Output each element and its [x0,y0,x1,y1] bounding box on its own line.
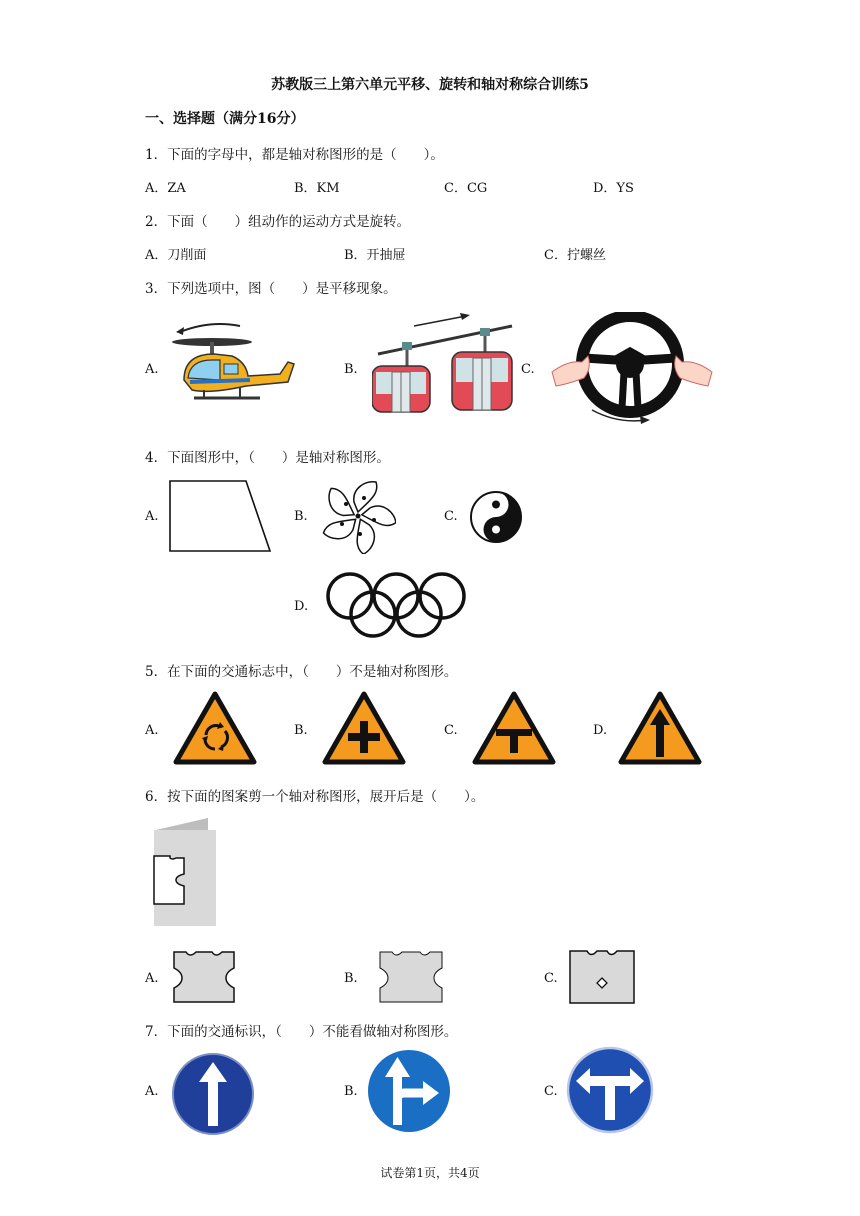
question-1: 1．下面的字母中，都是轴对称图形的是（ ）。 [145,147,444,163]
unfolded-shape-a [170,948,238,1006]
q1-option-c[interactable]: C．CG [444,181,488,196]
q5-option-d[interactable]: D. [593,723,608,738]
q1-option-d[interactable]: D．YS [593,181,634,196]
question-7: 7．下面的交通标识，（ ）不能看做轴对称图形。 [145,1024,458,1040]
q6-option-c[interactable]: C. [544,971,558,986]
q2-option-a[interactable]: A．刀削面 [145,248,207,263]
left-or-right-sign [566,1046,654,1134]
helicopter-image [170,318,300,414]
question-5: 5．在下面的交通标志中，（ ）不是轴对称图形。 [145,664,458,680]
crossroads-sign [322,691,406,765]
q4-option-a[interactable]: A. [145,509,159,524]
q2-option-c[interactable]: C．拧螺丝 [544,248,606,263]
q4-option-d[interactable]: D. [294,599,309,614]
q6-option-b[interactable]: B. [344,971,358,986]
question-4: 4．下面图形中，（ ）是轴对称图形。 [145,450,390,466]
cable-car-image [372,312,518,416]
q1-option-a[interactable]: A．ZA [145,181,186,196]
q2-option-b[interactable]: B．开抽屉 [344,248,406,263]
q6-option-a[interactable]: A. [145,971,159,986]
q4-option-c[interactable]: C. [444,509,458,524]
bauhinia-flower-shape [320,478,396,554]
unfolded-shape-c [567,948,637,1006]
question-6: 6．按下面的图案剪一个轴对称图形，展开后是（ ）。 [145,789,485,805]
page-title: 苏教版三上第六单元平移、旋转和轴对称综合训练5 [271,77,589,93]
q5-option-a[interactable]: A. [145,723,159,738]
q7-option-a[interactable]: A. [145,1084,159,1099]
q3-option-b[interactable]: B. [344,362,358,377]
steering-wheel-image [548,312,716,430]
q7-option-b[interactable]: B. [344,1084,358,1099]
folded-paper-image [150,818,218,928]
straight-or-right-sign [366,1048,452,1134]
section-heading: 一、选择题（满分16分） [145,111,305,127]
trapezoid-shape [168,479,272,553]
q7-option-c[interactable]: C. [544,1084,558,1099]
roundabout-sign [173,691,257,765]
q3-option-c[interactable]: C. [521,362,535,377]
yin-yang-shape [468,489,524,545]
q5-option-c[interactable]: C. [444,723,458,738]
t-junction-sign [472,691,556,765]
q5-option-b[interactable]: B. [294,723,308,738]
question-2: 2．下面（ ）组动作的运动方式是旋转。 [145,214,411,230]
page-footer: 试卷第1页，共4页 [380,1166,480,1180]
q3-option-a[interactable]: A. [145,362,159,377]
unfolded-shape-b [376,948,446,1006]
straight-ahead-sign [618,691,702,765]
straight-only-sign [170,1052,256,1136]
question-3: 3．下列选项中，图（ ）是平移现象。 [145,281,397,297]
q1-option-b[interactable]: B．KM [294,181,340,196]
q4-option-b[interactable]: B. [294,509,308,524]
olympic-rings-shape [324,570,468,640]
